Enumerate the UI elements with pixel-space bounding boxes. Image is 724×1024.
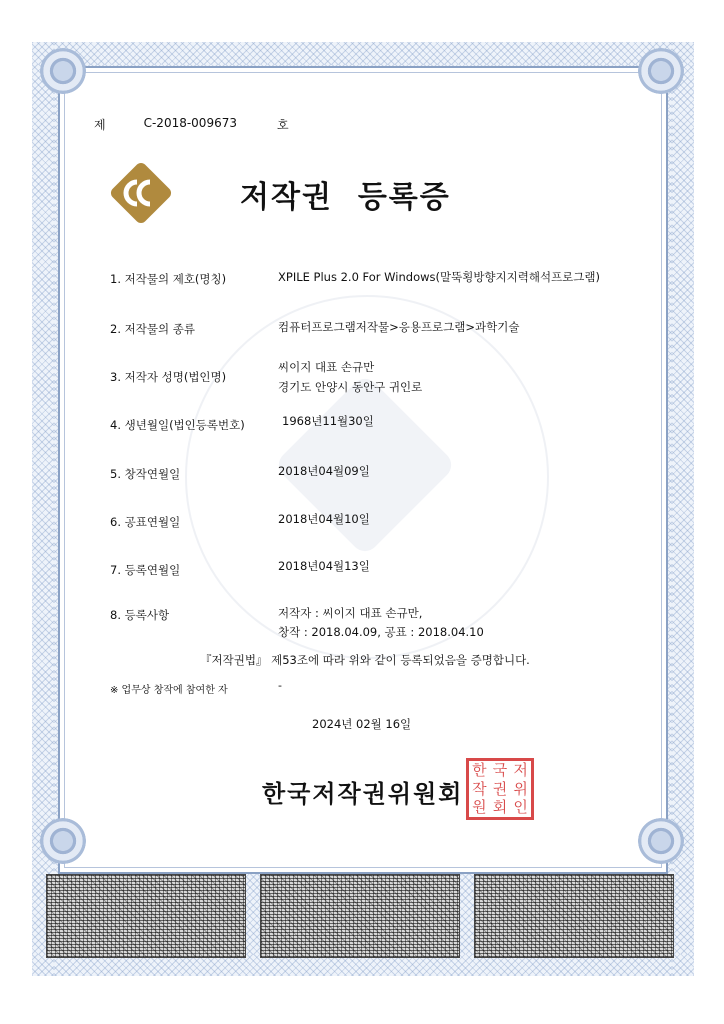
seal-char: 위 (513, 779, 528, 798)
copyright-commission-logo-icon (106, 158, 176, 228)
corner-ornament (40, 48, 86, 94)
field-value: 1968년11월30일 (282, 414, 374, 428)
field-label: 5. 창작연월일 (110, 467, 181, 481)
registration-prefix: 제 (94, 118, 106, 132)
seal-char: 회 (492, 798, 508, 817)
corner-ornament (638, 48, 684, 94)
corner-ornament (40, 818, 86, 864)
registration-number: C-2018-009673 (143, 116, 237, 130)
seal-char: 작 (472, 779, 487, 798)
field-value: 컴퓨터프로그램저작물>응용프로그램>과학기술 (278, 320, 520, 334)
field-value: 2018년04월09일 (278, 464, 370, 478)
registration-number-line (94, 116, 289, 133)
official-seal-icon (466, 758, 534, 820)
field-label: 8. 등록사항 (110, 608, 170, 622)
field-label: 7. 등록연월일 (110, 563, 181, 577)
field-value: 씨이지 대표 손규만 (278, 360, 375, 374)
field-value-details: 창작 : 2018.04.09, 공표 : 2018.04.10 (278, 625, 484, 639)
field-value: 저작자 : 씨이지 대표 손규만, (278, 606, 423, 620)
field-value: 2018년04월13일 (278, 559, 370, 573)
seal-char: 권 (492, 779, 508, 798)
field-label: 3. 저작자 성명(법인명) (110, 370, 227, 384)
issuer-name: 한국저작권위원회 (262, 780, 464, 808)
field-label: 6. 공표연월일 (110, 515, 181, 529)
certification-statement: 『저작권법』 제53조에 따라 위와 같이 등록되었음을 증명합니다. (200, 653, 530, 667)
field-label: 1. 저작물의 제호(명칭) (110, 272, 227, 286)
corner-ornament (638, 818, 684, 864)
issue-date: 2024년 02월 16일 (312, 717, 412, 731)
field-value-address: 경기도 안양시 동안구 귀인로 (278, 380, 423, 394)
note-label: ※ 업무상 창작에 참여한 자 (110, 685, 228, 696)
note-value: - (278, 679, 282, 692)
seal-char: 한 (472, 761, 487, 779)
field-value: XPILE Plus 2.0 For Windows(말뚝횡방향지지력해석프로그램) (278, 270, 600, 284)
field-label: 2. 저작물의 종류 (110, 322, 195, 336)
document-title: 저작권 등록증 (240, 180, 451, 215)
seal-char: 국 (492, 761, 508, 779)
security-pattern (474, 874, 674, 958)
seal-char: 저 (513, 761, 528, 779)
security-pattern (46, 874, 246, 958)
seal-char: 인 (513, 798, 528, 817)
registration-suffix: 호 (276, 118, 289, 132)
seal-char: 원 (472, 798, 487, 817)
security-pattern (260, 874, 460, 958)
field-label: 4. 생년월일(법인등록번호) (110, 418, 245, 432)
field-value: 2018년04월10일 (278, 512, 370, 526)
